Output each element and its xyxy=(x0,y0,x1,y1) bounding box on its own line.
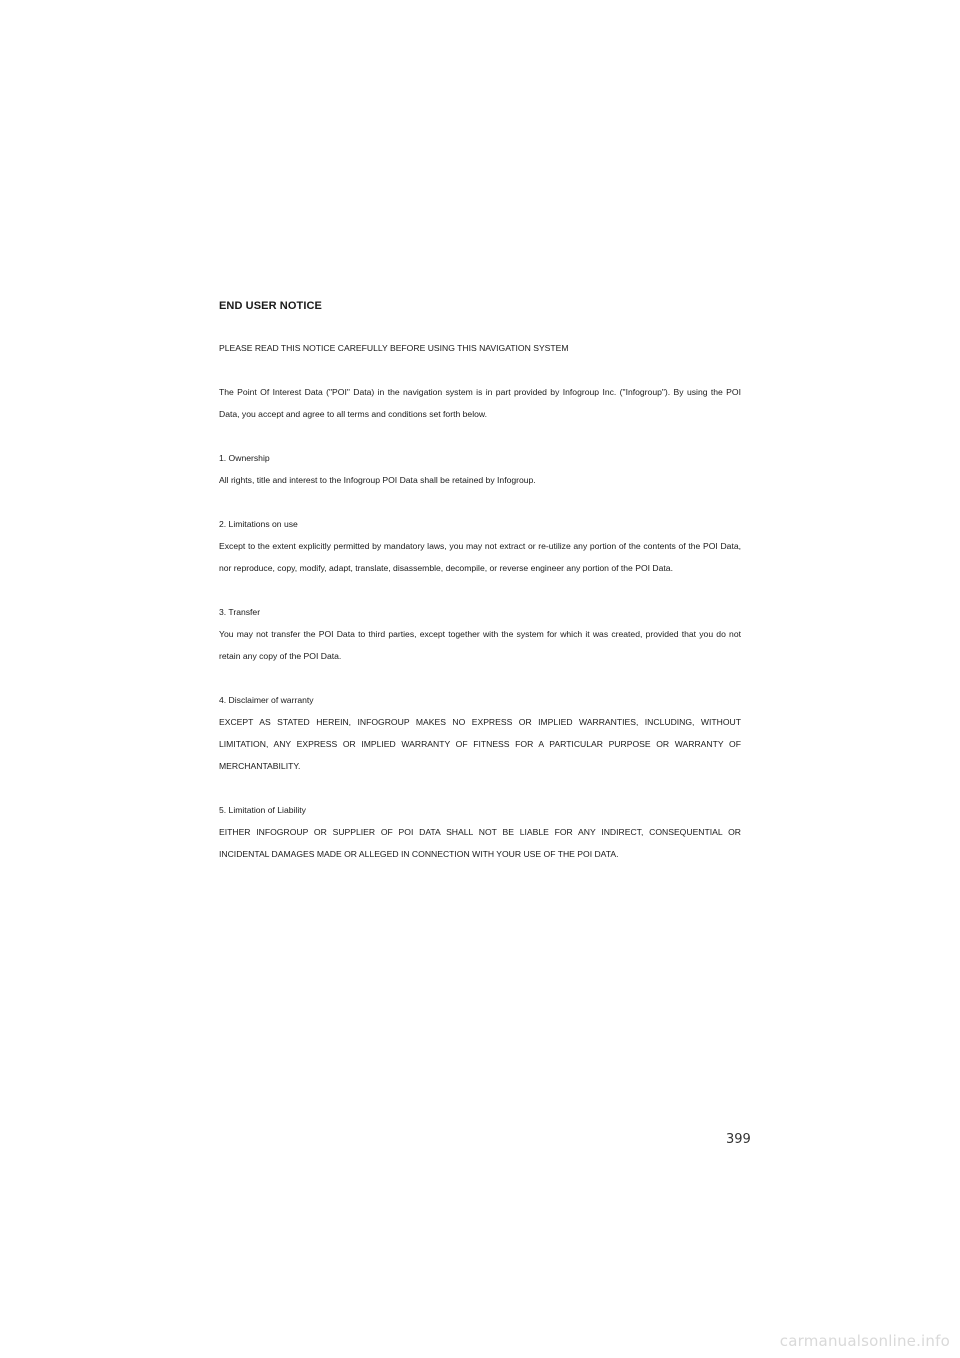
section-limitation-of-liability xyxy=(219,799,741,865)
section-transfer xyxy=(219,601,741,667)
notice-preamble: The Point Of Interest Data ("POI" Data) in the navigation system is in part provided by Infogroup Inc. ("Infogroup"). By using the POI Data, you accept and agree to all terms and conditions set forth below. xyxy=(219,387,741,419)
notice-title: END USER NOTICE xyxy=(219,300,322,312)
page-number: 399 xyxy=(726,1132,751,1147)
section-body: Except to the extent explicitly permitted by mandatory laws, you may not extract or re-utilize any portion of the contents of the POI Data, nor reproduce, copy, modify, adapt, translate, disassemble, decompile, or reverse engineer any portion of the POI Data. xyxy=(219,541,741,573)
watermark-text: carmanualsonline.info xyxy=(779,1332,950,1350)
section-heading: 2. Limitations on use xyxy=(219,519,298,529)
section-body: You may not transfer the POI Data to third parties, except together with the system for which it was created, provided that you do not retain any copy of the POI Data. xyxy=(219,629,741,661)
section-body: EXCEPT AS STATED HEREIN, INFOGROUP MAKES NO EXPRESS OR IMPLIED WARRANTIES, INCLUDING, WITHOUT LIMITATION, ANY EXPRESS OR IMPLIED WARRANTY OF FITNESS FOR A PARTICULAR PURPOSE OR WARRANTY OF MERCHANTABILITY. xyxy=(219,717,741,771)
section-disclaimer-of-warranty xyxy=(219,689,741,777)
section-heading: 4. Disclaimer of warranty xyxy=(219,695,314,705)
section-body: All rights, title and interest to the Infogroup POI Data shall be retained by Infogroup. xyxy=(219,475,536,485)
section-heading: 1. Ownership xyxy=(219,453,270,463)
section-heading: 5. Limitation of Liability xyxy=(219,805,306,815)
section-ownership xyxy=(219,447,741,491)
section-body: EITHER INFOGROUP OR SUPPLIER OF POI DATA SHALL NOT BE LIABLE FOR ANY INDIRECT, CONSEQUENTIAL OR INCIDENTAL DAMAGES MADE OR ALLEGED IN CONNECTION WITH YOUR USE OF THE POI DATA. xyxy=(219,827,741,859)
notice-intro: PLEASE READ THIS NOTICE CAREFULLY BEFORE USING THIS NAVIGATION SYSTEM xyxy=(219,343,569,353)
notice-content xyxy=(219,295,741,865)
section-limitations-on-use xyxy=(219,513,741,579)
section-heading: 3. Transfer xyxy=(219,607,261,617)
